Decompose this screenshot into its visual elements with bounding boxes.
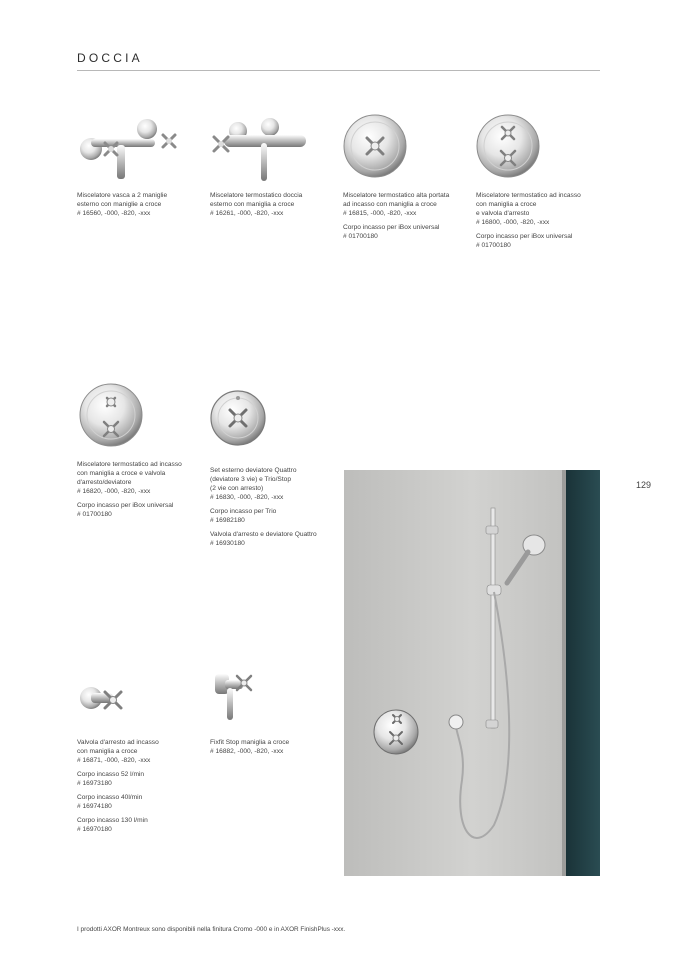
exposed-bath-mixer-icon [77,113,202,191]
product-caption: Miscelatore termostatico doccia esterno con maniglia a croce # 16261, -000, -820, -xxx [210,192,303,217]
product-caption: Valvola d'arresto ad incasso con maniglia a croce # 16871, -000, -820, -xxx Corpo incasso 52 l/min # 16973180 Corpo incasso 40l/min # 16974180 Corpo incasso 130 l/min # 16970180 [77,739,159,833]
fixfit-stop-icon [210,660,335,738]
shower-scene-image [344,470,600,876]
product-caption: Fixfit Stop maniglia a croce # 16882, -000, -820, -xxx [210,739,290,755]
product-fixfit-stop [210,660,335,756]
product-set-deviatore-quattro [210,388,335,548]
product-caption: Set esterno deviatore Quattro (deviatore 3 vie) e Trio/Stop (2 vie con arresto) # 16830, -000, -820, -xxx Corpo incasso per Trio # 16982180 Valvola d'arresto e deviatore Quattro # 16930180 [210,467,317,547]
shower-installation-photo [344,470,600,876]
product-termostatico-doccia [210,113,335,218]
product-vasca-miscelatore [77,113,202,218]
product-caption: Miscelatore termostatico ad incasso con maniglia a croce e valvola d'arresto/deviatore # 16820, -000, -820, -xxx Corpo incasso per iBox universal # 01700180 [77,461,182,518]
round-diverter-plate-icon [210,388,335,466]
product-termostatico-valvola-arresto [476,113,601,250]
product-caption: Miscelatore termostatico alta portata ad incasso con maniglia a croce # 16815, -000, -820, -xxx Corpo incasso per iBox universal # 01700180 [343,192,450,240]
exposed-thermostat-icon [210,113,335,191]
stop-valve-cross-handle-icon [77,660,202,738]
title-divider [77,70,600,71]
page-title: DOCCIA [77,51,143,65]
round-thermostat-stop-plate-icon [476,113,601,191]
product-caption: Miscelatore termostatico ad incasso con maniglia a croce e valvola d'arresto # 16800, -000, -820, -xxx Corpo incasso per iBox universal # 01700180 [476,192,581,249]
round-thermostat-plate-icon [343,113,468,191]
product-valvola-arresto [77,660,202,834]
product-caption: Miscelatore vasca a 2 maniglie esterno con maniglie a croce # 16560, -000, -820, -xxx [77,192,168,217]
page-number: 129 [636,480,652,490]
round-thermostat-diverter-plate-icon [77,382,202,460]
product-termostatico-deviatore [77,382,202,519]
product-termostatico-alta-portata [343,113,468,241]
footer-note: I prodotti AXOR Montreux sono disponibili nella finitura Cromo -000 e in AXOR FinishPlus -xxx. [77,926,346,933]
